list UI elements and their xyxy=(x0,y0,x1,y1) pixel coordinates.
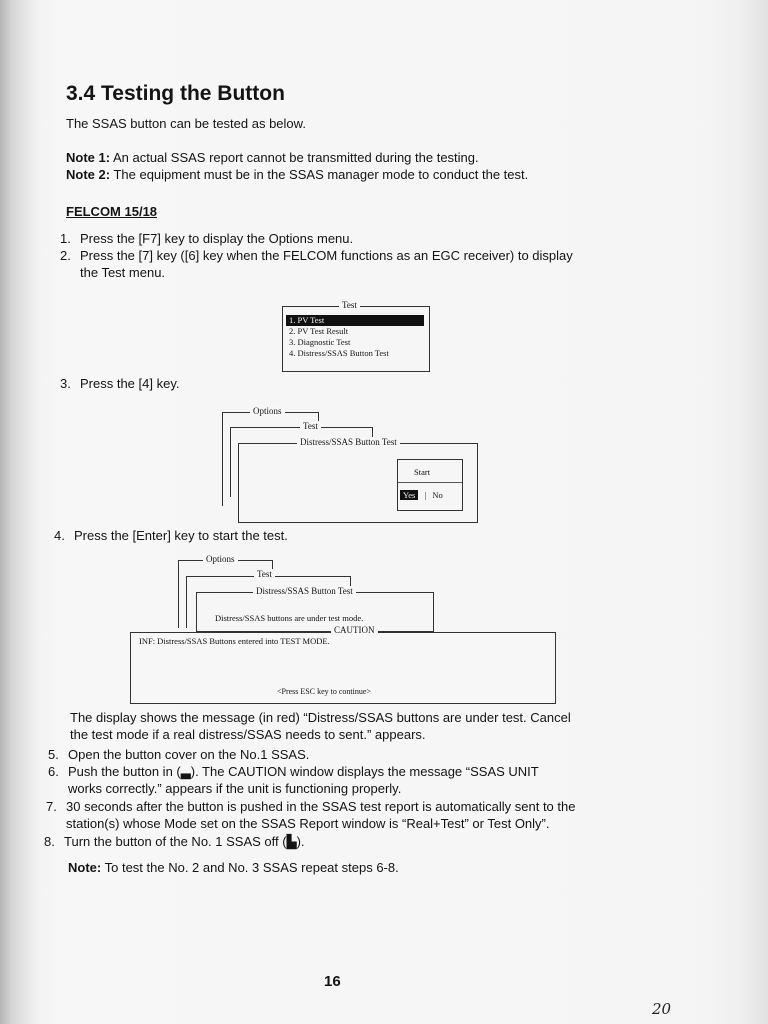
step-8-number: 8. xyxy=(44,834,55,849)
display-message-line-2: the test mode if a real distress/SSAS needs to sent.” appears. xyxy=(70,727,426,742)
step-6 xyxy=(48,764,539,780)
step-3-number: 3. xyxy=(60,376,71,391)
button-test-dialog xyxy=(238,437,478,523)
step-7-text-cont: station(s) whose Mode set on the SSAS Report window is “Real+Test” or Test Only”. xyxy=(66,816,550,831)
section-title: 3.4 Testing the Button xyxy=(66,82,285,105)
step-7-number: 7. xyxy=(46,799,57,814)
step-1 xyxy=(60,231,353,246)
handwritten-mark: 20 xyxy=(652,1000,672,1018)
step-6-number: 6. xyxy=(48,764,59,779)
final-note-text: To test the No. 2 and No. 3 SSAS repeat steps 6-8. xyxy=(104,860,399,875)
caution-window xyxy=(130,625,556,704)
test-menu-item-pv-result: 2. PV Test Result xyxy=(289,326,349,336)
note-1-label: Note 1: xyxy=(66,150,111,165)
no-option: No xyxy=(432,490,443,500)
step-7 xyxy=(46,799,575,814)
button-test-dialog-title: Distress/SSAS Button Test xyxy=(297,437,400,447)
button-test-dialog-title-2: Distress/SSAS Button Test xyxy=(253,586,356,596)
options-label: Options xyxy=(250,406,285,416)
under-test-message: Distress/SSAS buttons are under test mode. xyxy=(215,613,364,623)
caution-title: CAUTION xyxy=(331,625,378,635)
final-note-label: Note: xyxy=(68,860,102,875)
step-8 xyxy=(44,834,305,850)
step-8-text: Turn the button of the No. 1 SSAS off (▙). xyxy=(64,834,305,849)
step-1-text: Press the [F7] key to display the Options menu. xyxy=(80,231,354,246)
yes-option: Yes xyxy=(400,490,418,500)
intro-text: The SSAS button can be tested as below. xyxy=(66,116,306,131)
options-label-2: Options xyxy=(203,554,238,564)
inf-message: INF: Distress/SSAS Buttons entered into TEST MODE. xyxy=(139,636,330,646)
step-4-text: Press the [Enter] key to start the test. xyxy=(74,528,288,543)
display-message-line-1: The display shows the message (in red) “Distress/SSAS buttons are under test. Cancel xyxy=(70,710,571,725)
step-1-number: 1. xyxy=(60,231,71,246)
step-3 xyxy=(60,376,179,391)
note-2 xyxy=(66,167,528,182)
page-number: 16 xyxy=(324,973,341,990)
test-label: Test xyxy=(300,421,321,431)
note-1 xyxy=(66,150,479,165)
test-menu-figure xyxy=(282,300,430,372)
step-4 xyxy=(54,528,288,543)
test-menu-item-button-test: 4. Distress/SSAS Button Test xyxy=(289,348,389,358)
step-2-text-cont: the Test menu. xyxy=(80,265,166,280)
note-2-label: Note 2: xyxy=(66,167,111,182)
step-3-text: Press the [4] key. xyxy=(80,376,180,391)
press-esc-prompt: <Press ESC key to continue> xyxy=(277,687,371,696)
test-label-2: Test xyxy=(254,569,275,579)
test-menu-title: Test xyxy=(339,300,360,310)
step-5-number: 5. xyxy=(48,747,59,762)
step-4-number: 4. xyxy=(54,528,65,543)
note-1-text: An actual SSAS report cannot be transmitted during the testing. xyxy=(112,150,479,165)
step-6-text: Push the button in (▃). The CAUTION window displays the message “SSAS UNIT xyxy=(68,764,539,779)
final-note xyxy=(68,860,399,875)
button-test-dialog-2 xyxy=(196,586,434,632)
step-7-text: 30 seconds after the button is pushed in the SSAS test report is automatically sent to the xyxy=(66,799,576,814)
choice-separator: | xyxy=(424,490,427,500)
start-label: Start xyxy=(414,467,431,477)
subheading-felcom: FELCOM 15/18 xyxy=(66,204,158,219)
step-2 xyxy=(60,248,573,263)
step-5 xyxy=(48,747,309,762)
step-2-number: 2. xyxy=(60,248,71,263)
step-6-text-cont: works correctly.” appears if the unit is functioning properly. xyxy=(68,781,402,796)
test-menu-list xyxy=(286,315,424,359)
test-menu-item-diagnostic: 3. Diagnostic Test xyxy=(289,337,351,347)
test-menu-item-pv-test: 1. PV Test xyxy=(286,315,424,326)
yes-no-choice xyxy=(400,490,443,500)
note-2-text: The equipment must be in the SSAS manager mode to conduct the test. xyxy=(113,167,529,182)
step-5-text: Open the button cover on the No.1 SSAS. xyxy=(68,747,310,762)
start-confirm-box xyxy=(397,459,463,511)
step-2-text: Press the [7] key ([6] key when the FELCOM functions as an EGC receiver) to display xyxy=(80,248,573,263)
